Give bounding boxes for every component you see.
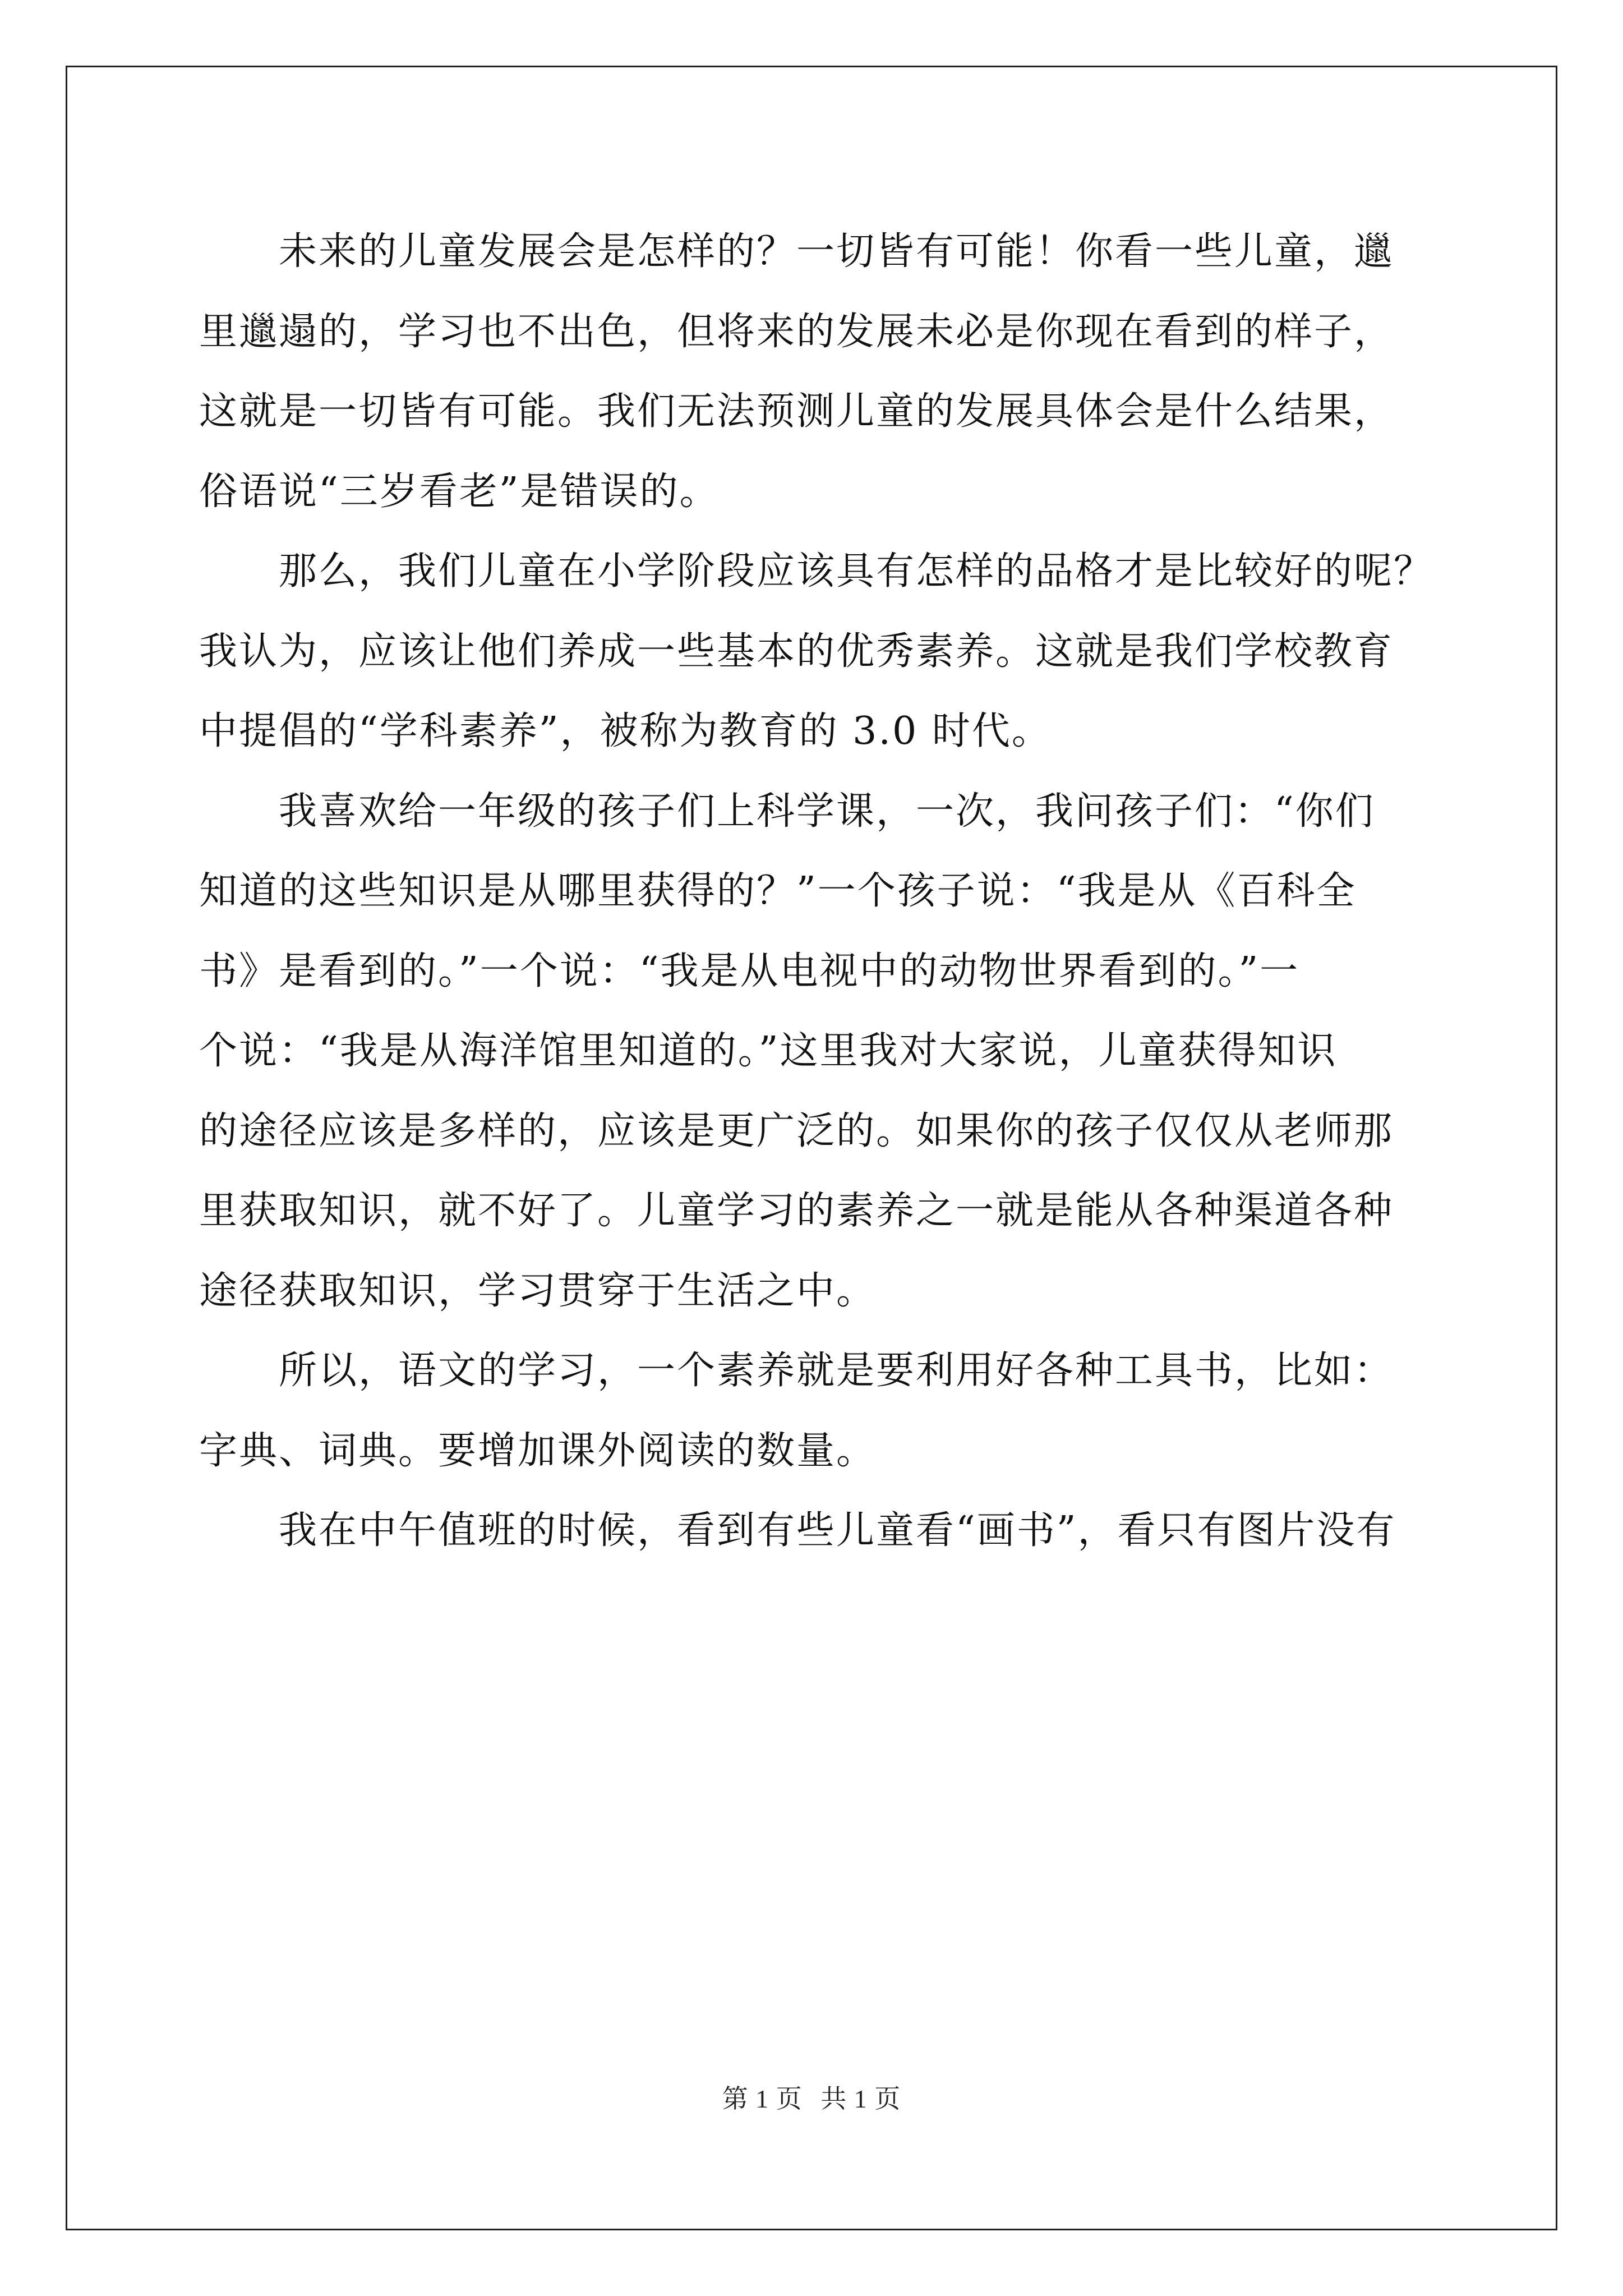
page-number: 第 1 页: [722, 2085, 803, 2113]
text-line: 里邋遢的，学习也不出色，但将来的发展未必是你现在看到的样子，: [199, 309, 1394, 354]
text-line: 个说：“我是从海洋馆里知道的。”这里我对大家说，儿童获得知识: [199, 1029, 1338, 1073]
text-line: 字典、词典。要增加课外阅读的数量。: [199, 1428, 877, 1473]
text-line: 所以，语文的学习，一个素养就是要利用好各种工具书，比如：: [199, 1349, 1394, 1393]
text-line: 我喜欢给一年级的孩子们上科学课，一次，我问孩子们：“你们: [199, 789, 1375, 834]
text-line: 途径获取知识，学习贯穿于生活之中。: [199, 1268, 877, 1313]
text-line: 知道的这些知识是从哪里获得的？”一个孩子说：“我是从《百科全: [199, 869, 1357, 913]
text-line: 那么，我们儿童在小学阶段应该具有怎样的品格才是比较好的呢？: [199, 549, 1434, 593]
text-line: 我在中午值班的时候，看到有些儿童看“画书”，看只有图片没有: [199, 1508, 1396, 1553]
page-footer: [0, 2078, 1623, 2115]
page-total: 共 1 页: [820, 2085, 901, 2113]
text-line: 俗语说“三岁看老”是错误的。: [199, 469, 720, 514]
text-line: 里获取知识，就不好了。儿童学习的素养之一就是能从各种渠道各种: [199, 1189, 1394, 1233]
text-line: 书》是看到的。”一个说：“我是从电视中的动物世界看到的。”一: [199, 949, 1300, 993]
text-line: 的途径应该是多样的，应该是更广泛的。如果你的孩子仅仅从老师那: [199, 1108, 1394, 1153]
text-line: 我认为，应该让他们养成一些基本的优秀素养。这就是我们学校教育: [199, 629, 1394, 674]
document-body: [199, 212, 1434, 1571]
text-line: 未来的儿童发展会是怎样的？一切皆有可能！你看一些儿童，邋: [199, 229, 1394, 274]
text-line: 这就是一切皆有可能。我们无法预测儿童的发展具体会是什么结果，: [199, 389, 1394, 434]
text-line: 中提倡的“学科素养”，被称为教育的 3.0 时代。: [199, 709, 1052, 753]
